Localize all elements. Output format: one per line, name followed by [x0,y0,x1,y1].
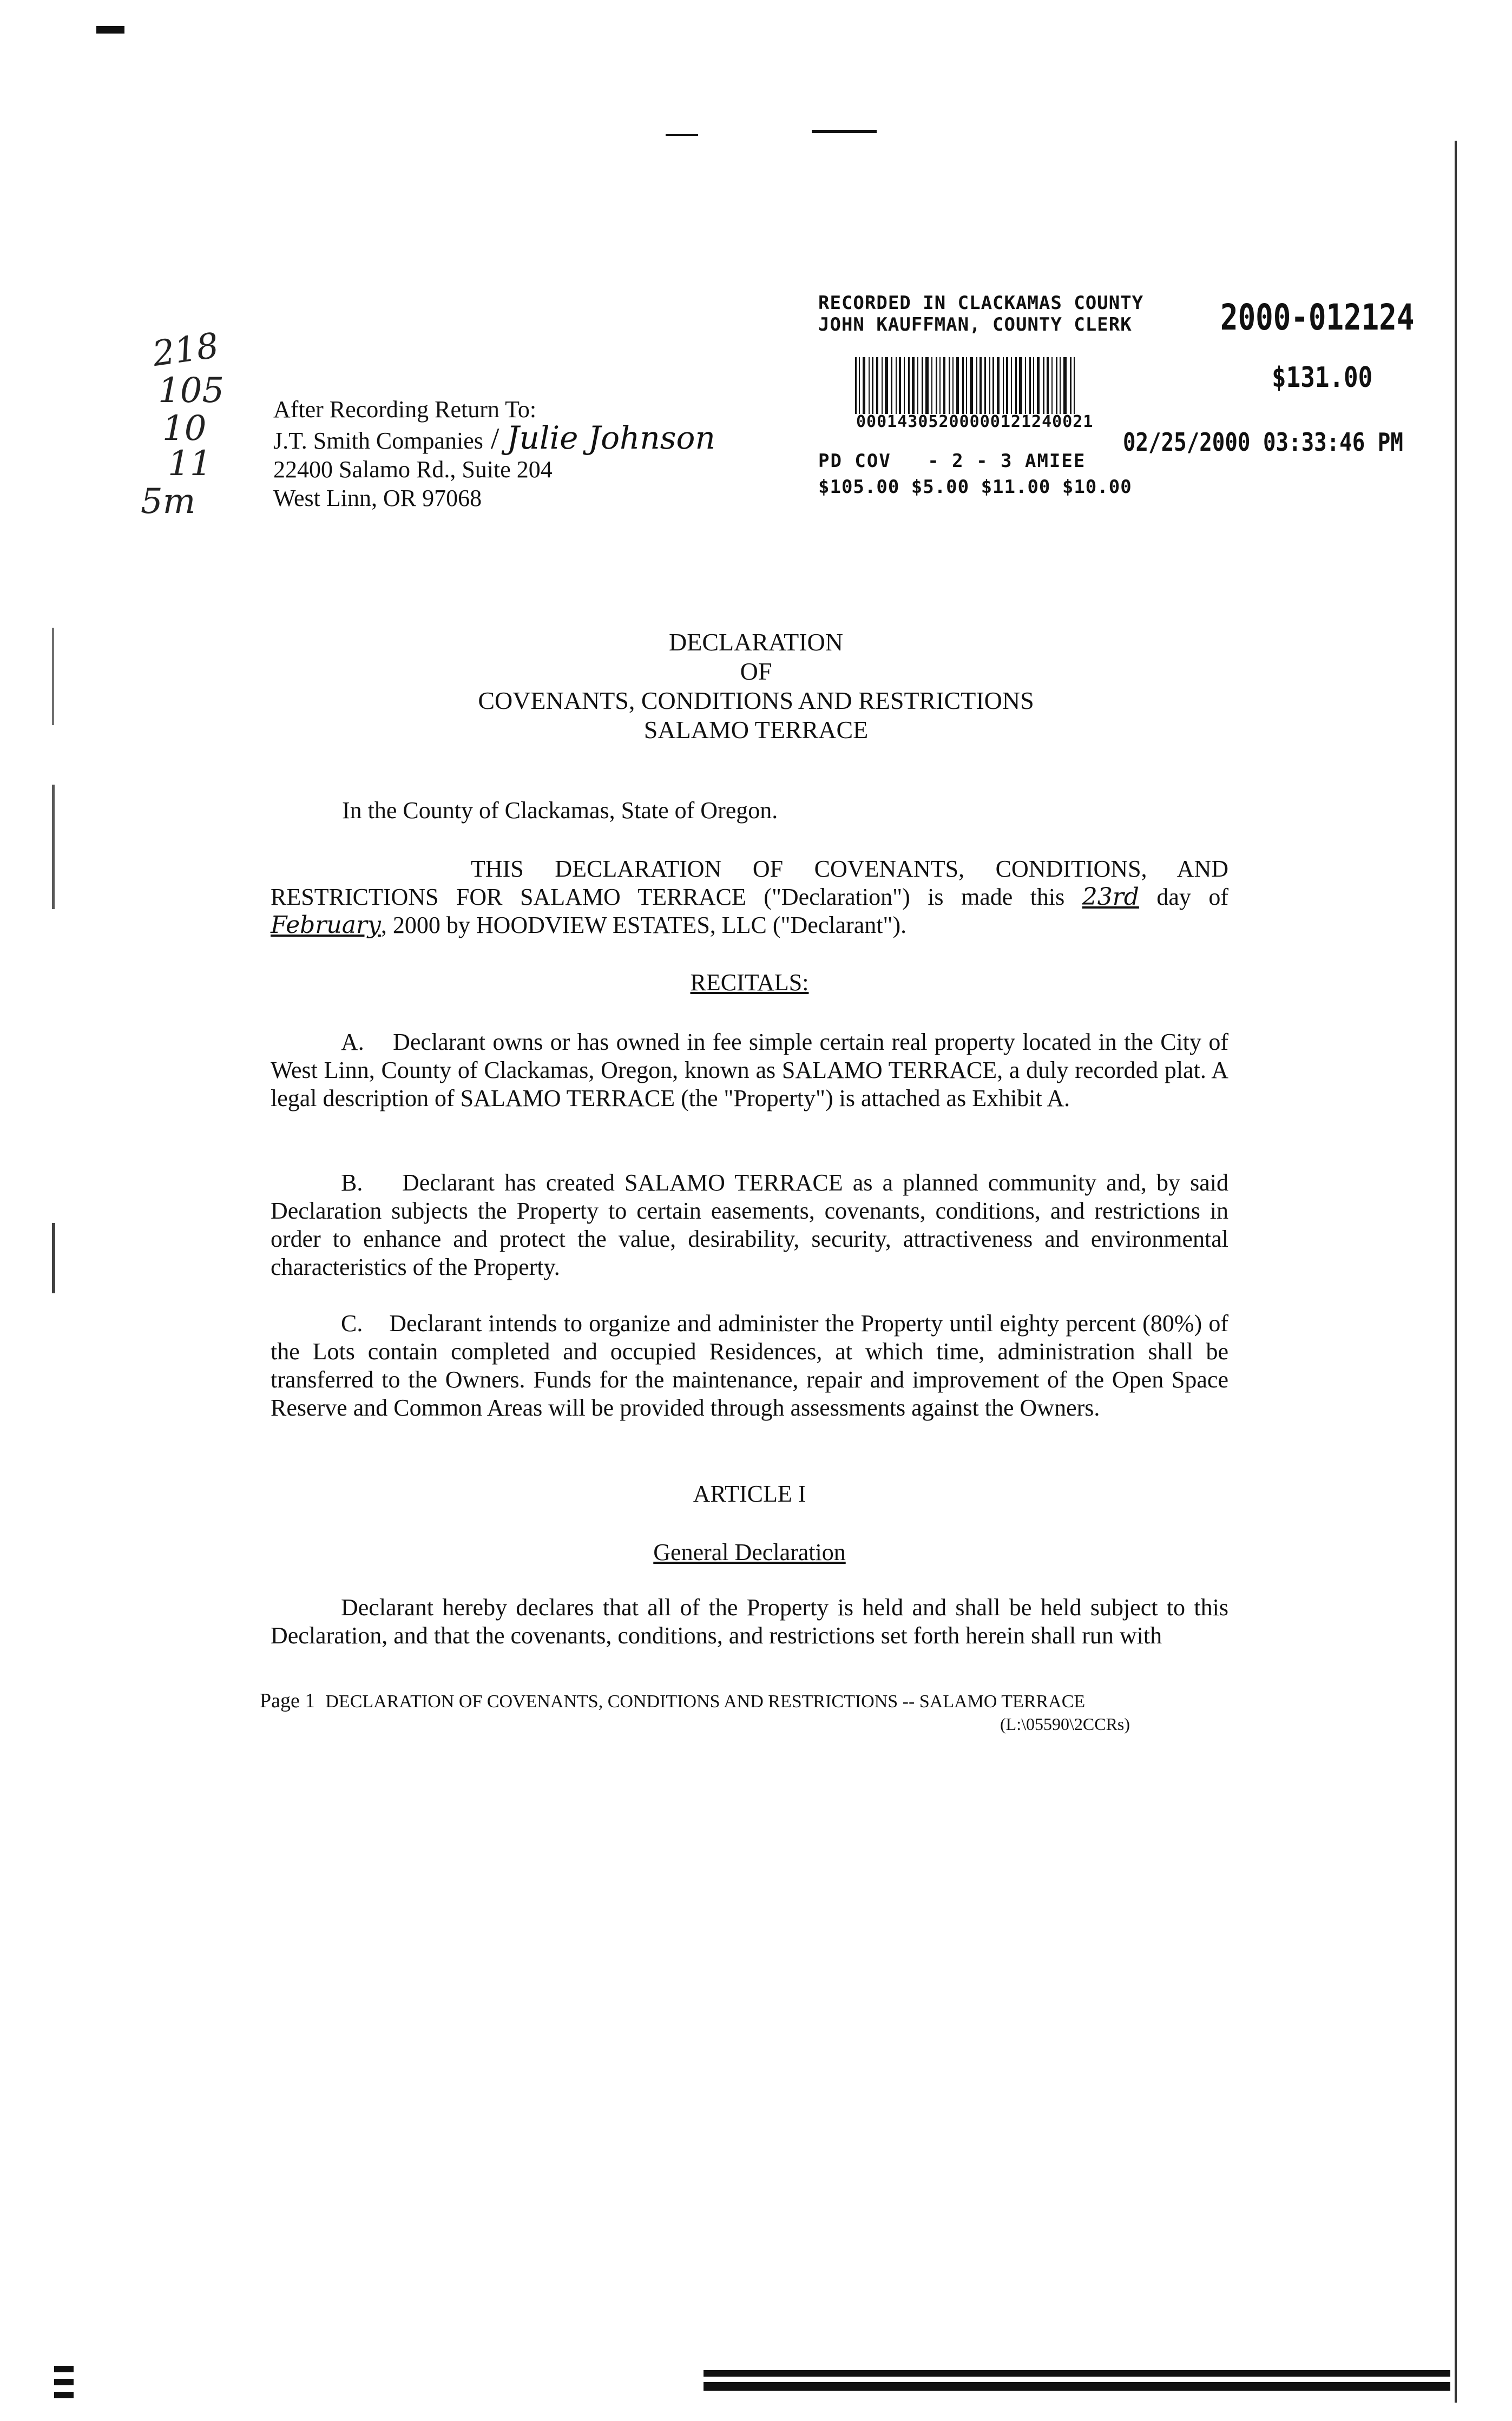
barcode-bar [962,357,964,414]
barcode-bar [939,357,941,414]
barcode-bar [1033,357,1034,414]
intro-part-3: , 2000 by HOODVIEW ESTATES, LLC ("Declarant"). [380,912,907,938]
barcode-bar [943,357,945,414]
margin-note-1: 218 [150,325,221,375]
barcode-bar [966,357,967,414]
barcode-bar [1037,357,1040,414]
barcode-bar [1003,357,1004,414]
barcode-bar [992,357,994,414]
barcode-bar [1043,357,1044,414]
barcode-bar [970,357,973,414]
barcode-bar [1029,357,1031,414]
barcode-bar [859,357,860,414]
footer-page: Page 1 [260,1689,315,1712]
return-company: J.T. Smith Companies [273,427,483,454]
fee-amounts: $105.00 $5.00 $11.00 $10.00 [818,476,1132,498]
intro-month: February [271,911,381,939]
margin-note-5: 5m [141,482,196,522]
barcode-bar [855,357,857,414]
barcode-bar [984,357,986,414]
barcode-bar [1006,357,1008,414]
title-line-4: SALAMO TERRACE [643,716,869,744]
scan-mark-bottom-2 [54,2379,74,2385]
barcode-bar [891,357,892,414]
footer-file-ref: (L:\05590\2CCRs) [1000,1714,1130,1734]
return-address [273,395,715,512]
barcode-bar [922,357,923,414]
scan-mark-bottom-1 [54,2366,74,2372]
title-line-2: OF [740,657,772,685]
barcode-bar [917,357,918,414]
return-city: West Linn, OR 97068 [273,485,482,511]
barcode-bar [1047,357,1049,414]
scan-edge-left-3 [52,1223,55,1293]
intro-part-2: day of [1156,884,1229,910]
recording-county-line: RECORDED IN CLACKAMAS COUNTY [818,292,1144,314]
scan-dash-top [812,130,877,133]
scan-dash-top-2 [666,134,698,136]
barcode-bar [1060,357,1061,414]
margin-note-2: 105 [158,371,225,411]
intro-day: 23rd [1082,883,1139,911]
scan-edge-left [52,628,54,725]
barcode-bar [925,357,929,414]
margin-note-4: 11 [168,444,212,484]
barcode-bar [876,357,878,414]
document-number: 2000-012124 [1220,297,1415,338]
fee-codes: PD COV - 2 - 3 AMIEE [818,450,1086,472]
barcode-bar [936,357,937,414]
barcode [855,357,1201,414]
return-street: 22400 Salamo Rd., Suite 204 [273,456,553,483]
scan-mark-top [96,26,124,34]
barcode-bar [931,357,932,414]
article-paragraph [271,1594,1228,1650]
barcode-bar [908,357,910,414]
barcode-number: 00014305200000121240021 [856,412,1094,431]
title-line-1: DECLARATION [669,628,843,656]
barcode-bar [952,357,954,414]
scan-bar-bottom-2 [704,2382,1450,2391]
title-line-3: COVENANTS, CONDITIONS AND RESTRICTIONS [478,687,1034,714]
barcode-bar [882,357,883,414]
intro-paragraph [271,855,1228,939]
article-subheading: General Declaration [653,1539,846,1565]
total-fee: $131.00 [1272,361,1373,394]
footer-title: DECLARATION OF COVENANTS, CONDITIONS AND RESTRICTIONS -- SALAMO TERRACE [325,1692,1086,1712]
recital-c-text [271,1310,1228,1422]
county-text: In the County of Clackamas, State of Oregon. [342,797,778,824]
return-company-line [273,419,715,456]
recital-a [271,1028,1228,1113]
recital-b-letter: B. [341,1169,363,1196]
recording-stamp [818,292,1143,335]
article-heading: ARTICLE I [693,1481,806,1507]
recording-clerk-line: JOHN KAUFFMAN, COUNTY CLERK [818,314,1132,335]
barcode-bar [1011,357,1012,414]
barcode-bar [885,357,888,414]
scan-mark-bottom-3 [54,2392,74,2398]
barcode-bar [1074,357,1075,414]
barcode-bar [989,357,990,414]
barcode-bar [1070,357,1071,414]
barcode-bar [912,357,915,414]
barcode-bar [997,357,1000,414]
barcode-bar [904,357,905,414]
recital-c-body: Declarant intends to organize and administer the Property until eighty percent (80%) of the Lots contain completed and occupied Residences, at which time, administration shall be transferred to the Owners. Funds for the maintenance, repair and improvement of the Open Space Reserve and Common Areas will be provided through assessments against the Owners. [271,1310,1228,1421]
barcode-bar [979,357,982,414]
barcode-bar [976,357,977,414]
page-footer [260,1688,1085,1714]
county-line [342,797,1154,825]
scan-edge-right [1455,141,1457,2403]
scan-bar-bottom-1 [704,2370,1450,2377]
barcode-bar [1063,357,1067,414]
barcode-bar [949,357,950,414]
barcode-bar [899,357,901,414]
barcode-bar [896,357,897,414]
signature: Julie Johnson [507,419,715,456]
intro-part-1: THIS DECLARATION OF COVENANTS, CONDITIONS, AND RESTRICTIONS FOR SALAMO TERRACE ("Declaration") is made this [271,856,1228,910]
barcode-bar [1025,357,1026,414]
barcode-bar [1056,357,1057,414]
recital-b-body: Declarant has created SALAMO TERRACE as a planned community and, by said Declaration subjects the Property to certain easements, covenants, conditions, and restrictions in order to enhance and protect the value, desirability, security, attractiveness and environmental characteristics of the Property. [271,1169,1229,1280]
intro-text [271,855,1228,939]
barcode-bar [1015,357,1017,414]
return-heading: After Recording Return To: [273,396,537,423]
barcode-bar [956,357,959,414]
barcode-bar [1051,357,1053,414]
scan-edge-left-2 [52,785,55,909]
recital-c [271,1310,1228,1422]
recital-b-text [271,1169,1228,1281]
recitals-heading: RECITALS: [690,969,809,996]
recital-c-letter: C. [341,1310,363,1337]
recorded-datetime: 02/25/2000 03:33:46 PM [1123,427,1403,457]
document-title [0,628,1512,745]
barcode-bar [863,357,865,414]
barcode-bar [872,357,873,414]
recital-a-letter: A. [341,1029,364,1055]
barcode-bar [869,357,870,414]
barcode-bar [1019,357,1022,414]
recital-a-body: Declarant owns or has owned in fee simple certain real property located in the City of West Linn, County of Clackamas, Oregon, known as SALAMO TERRACE, a duly recorded plat. A legal description of SALAMO TERRACE (the "Property") is attached as Exhibit A. [271,1029,1228,1111]
signature-slash: / [483,422,507,456]
recital-a-text [271,1028,1228,1113]
recital-b [271,1169,1228,1281]
margin-note-3: 10 [162,409,207,449]
article-text: Declarant hereby declares that all of the Property is held and shall be held subject to this Declaration, and that the covenants, conditions, and restrictions set forth herein shall run with [271,1594,1228,1649]
